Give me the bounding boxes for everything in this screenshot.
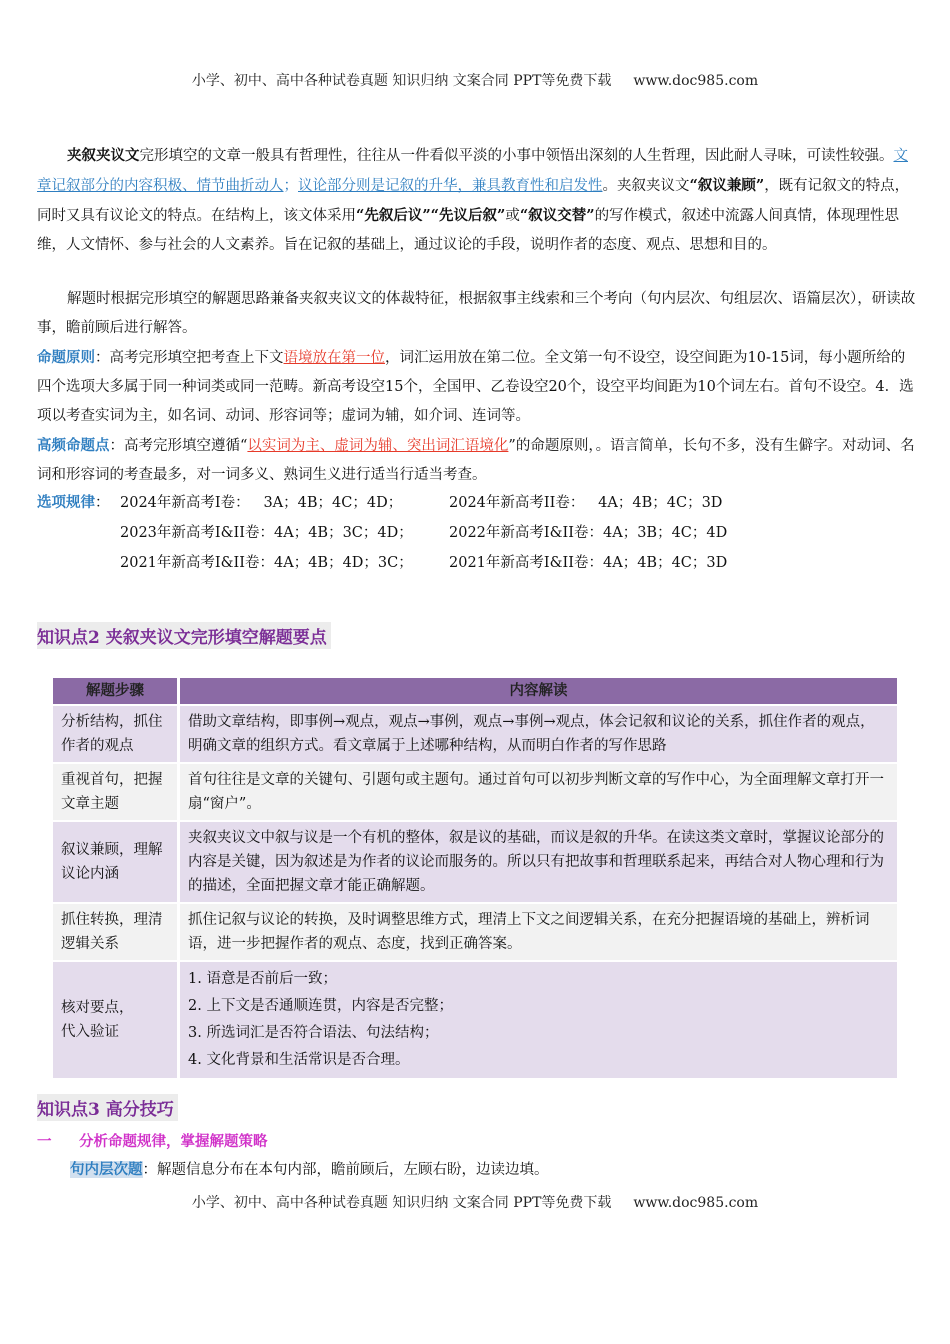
freq-text-1: 高考完形填空遵循“ xyxy=(124,438,248,454)
content-cell: 首句往往是文章的关键句、引题句或主题句。通过首句可以初步判断文章的写作中心，为全面理解文章打开一扇“窗户”。 xyxy=(179,763,898,821)
header-text: 小学、初中、高中各种试卷真题 知识归纳 文案合同 PPT等免费下载 xyxy=(191,73,612,89)
option-row-2-right: 2022年新高考I&II卷：4A；3B；4C；4D xyxy=(449,525,728,541)
intro-blue-1: 文章记叙部分的内容积极、情节曲折动人 xyxy=(37,148,908,194)
option-row-2-left: 2023年新高考I&II卷：4A；4B；3C；4D； xyxy=(120,525,413,541)
page-header xyxy=(0,70,950,90)
options-label xyxy=(37,493,110,513)
footer-url[interactable]: www.doc985.com xyxy=(633,1195,759,1211)
intro-text-2: 。夹叙夹议文 xyxy=(602,178,690,194)
option-row-1-left: 2024年新高考I卷： 3A；4B；4C；4D； xyxy=(120,495,403,511)
subsection-heading xyxy=(37,1130,268,1151)
intro-paragraph xyxy=(37,141,917,260)
content-cell: 抓住记叙与议论的转换，及时调整思维方式，理清上下文之间逻辑关系，在充分把握语境的基础上，辨析词语，进一步把握作者的观点、态度，找到正确答案。 xyxy=(179,903,898,961)
option-row-1-right: 2024年新高考II卷： 4A；4B；4C；3D xyxy=(449,495,723,511)
step-cell: 分析结构，抓住作者的观点 xyxy=(53,705,179,763)
page-footer xyxy=(0,1192,950,1212)
freq-red: 以实词为主、虚词为辅、突出词汇语境化 xyxy=(247,438,509,454)
intro-text-5: 的写作模式，叙述中流露人间真情，体现理性思维，人文情怀、参与社会的人文素养。旨在记叙的基础上，通过议论的手段，说明作者的态度、观点、思想和目的。 xyxy=(37,208,900,253)
tip-text: 解题信息分布在本句内部，瞻前顾后，左顾右盼，边读边填。 xyxy=(157,1162,549,1178)
intro-bold-4: “叙议交替” xyxy=(519,207,595,224)
tip-label: 句内层次题 xyxy=(70,1161,143,1178)
content-cell xyxy=(179,961,898,1078)
intro-text-4: 或 xyxy=(505,208,520,224)
step-cell: 叙议兼顾，理解议论内涵 xyxy=(53,821,179,903)
principle-red: 语境放在第一位 xyxy=(283,350,385,366)
intro-bold-3: “先叙后议”“先议后叙” xyxy=(356,207,506,224)
check-item-4: 4. 文化背景和生活常识是否合理。 xyxy=(188,1052,410,1068)
step-cell xyxy=(53,961,179,1078)
header-url[interactable]: www.doc985.com xyxy=(633,73,759,89)
section-heading-k3: 知识点3 高分技巧 xyxy=(37,1094,178,1121)
principle-label: 命题原则 xyxy=(37,349,95,366)
check-item-1: 1. 语意是否前后一致； xyxy=(188,971,337,987)
principle-paragraph xyxy=(37,343,917,431)
freq-paragraph xyxy=(37,431,917,490)
header-content: 内容解读 xyxy=(179,678,898,705)
content-cell: 借助文章结构，即事例→观点，观点→事例，观点→事例→观点，体会记叙和议论的关系，抓住作者的观点，明确文章的组织方式。看文章属于上述哪种结构，从而明白作者的写作思路 xyxy=(179,705,898,763)
method-paragraph: 解题时根据完形填空的解题思路兼备夹叙夹议文的体裁特征，根据叙事主线索和三个考向（句内层次、句组层次、语篇层次），研读故事，瞻前顾后进行解答。 xyxy=(37,291,916,336)
step-line-1: 核对要点， xyxy=(61,1000,134,1016)
table-row xyxy=(53,763,897,821)
content-cell: 夹叙夹议文中叙与议是一个有机的整体，叙是议的基础，而议是叙的升华。在读这类文章时，掌握议论部分的内容是关键，因为叙述是为作者的议论而服务的。所以只有把故事和哲理联系起来，再结合对人物心理和行为的描述，全面把握文章才能正确解题。 xyxy=(179,821,898,903)
option-row-3-left: 2021年新高考I&II卷：4A；4B；4D；3C； xyxy=(120,555,413,571)
options-colon: ： xyxy=(95,495,110,511)
options-label-text: 选项规律 xyxy=(37,494,95,511)
subsection-number: 一 xyxy=(37,1133,52,1150)
table-row xyxy=(53,903,897,961)
table-row xyxy=(53,821,897,903)
steps-table xyxy=(53,678,897,1078)
intro-text: 完形填空的文章一般具有哲理性，往往从一件看似平淡的小事中领悟出深刻的人生哲理，因此耐人寻味，可读性较强。 xyxy=(139,148,894,164)
table-row xyxy=(53,705,897,763)
freq-colon: ： xyxy=(109,438,124,454)
table-row xyxy=(53,961,897,1078)
principle-text-1: 高考完形填空把考查上下文 xyxy=(109,350,284,366)
option-row-3-right: 2021年新高考I&II卷：4A；4B；4C；3D xyxy=(449,555,728,571)
step-cell: 重视首句，把握文章主题 xyxy=(53,763,179,821)
section-heading-k2: 知识点2 夹叙夹议文完形填空解题要点 xyxy=(37,622,331,649)
freq-label: 高频命题点 xyxy=(37,437,110,454)
check-item-3: 3. 所选词汇是否符合语法、句法结构； xyxy=(188,1025,439,1041)
principle-colon: ： xyxy=(95,350,110,366)
intro-blue-2: 议论部分则是记叙的升华，兼具教育性和启发性 xyxy=(298,178,603,194)
footer-text: 小学、初中、高中各种试卷真题 知识归纳 文案合同 PPT等免费下载 xyxy=(191,1195,612,1211)
freq-text-2: ”的命题原则，。语言简单，长句不多，没有生僻字。对动词、名词和形容词的考查最多，对一词多义、熟词生义进行适当行适当考查。 xyxy=(37,438,915,483)
tip-colon: ： xyxy=(142,1162,157,1178)
subsection-title: 分析命题规律，掌握解题策略 xyxy=(79,1133,268,1150)
intro-bold: 夹叙夹议文 xyxy=(67,147,140,164)
step-cell: 抓住转换，理清逻辑关系 xyxy=(53,903,179,961)
table-header-row xyxy=(53,678,897,705)
principle-text-2: ，词汇运用放在第二位。全文第一句不设空，设空间距为10-15词，每小题所给的四个选项大多属于同一种词类或同一范畴。新高考设空15个，全国甲、乙卷设空20个，设空平均间距为10个词左右。首句不设空。4．选项以考查实词为主，如名词、动词、形容词等；虚词为辅，如介词、连词等。 xyxy=(37,350,914,424)
tip-line xyxy=(70,1158,549,1179)
header-step: 解题步骤 xyxy=(53,678,179,705)
step-line-2: 代入验证 xyxy=(61,1024,119,1040)
intro-semicolon: ； xyxy=(283,178,298,194)
intro-bold-2: “叙议兼顾” xyxy=(689,177,765,194)
intro-text-3: ，既有记叙文的特点，同时又具有议论文的特点。在结构上，该文体采用 xyxy=(37,178,910,224)
check-item-2: 2. 上下文是否通顺连贯，内容是否完整； xyxy=(188,998,453,1014)
